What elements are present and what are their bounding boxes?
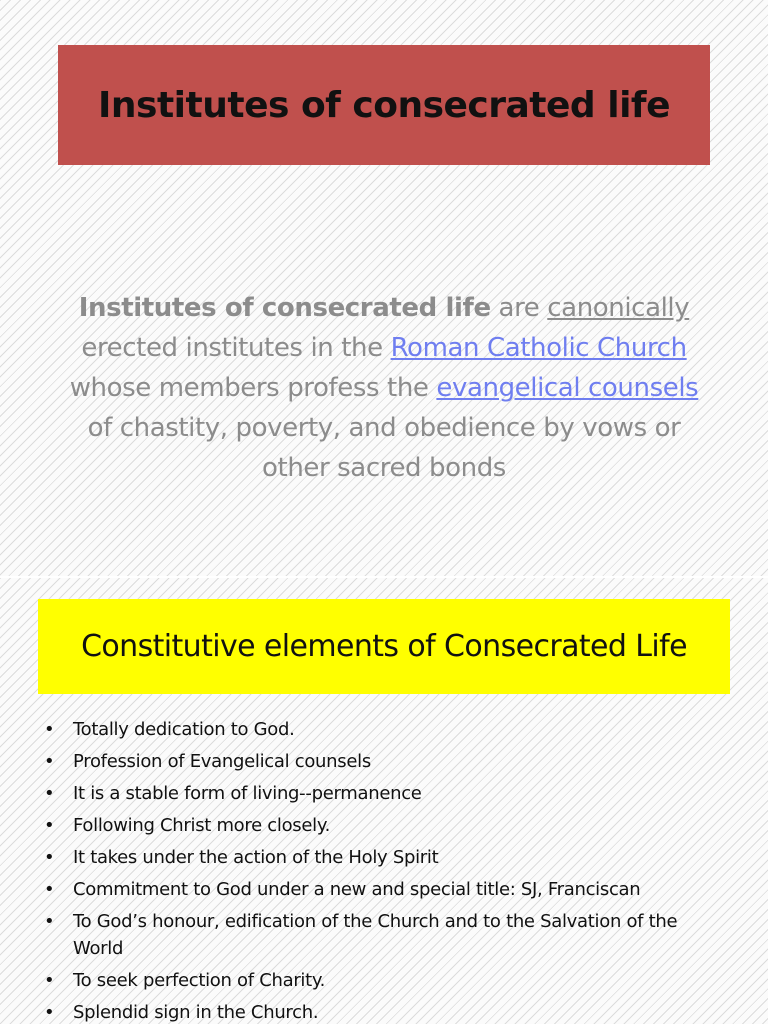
list-item: [44, 967, 724, 994]
list-item-text: It takes under the action of the Holy Spirit: [73, 847, 439, 868]
bullet-icon: •: [44, 751, 55, 772]
list-item: [44, 999, 724, 1026]
canonically-link[interactable]: canonically: [547, 293, 690, 323]
roman-catholic-church-link[interactable]: Roman Catholic Church: [390, 333, 687, 363]
list-item: [44, 780, 724, 807]
list-item-text: To God’s honour, edification of the Church and to the Salvation of the World: [73, 911, 678, 959]
bullet-icon: •: [44, 719, 55, 740]
list-item: [44, 908, 724, 962]
evangelical-counsels-link[interactable]: evangelical counsels: [436, 373, 699, 403]
list-item-text: Splendid sign in the Church.: [73, 1002, 319, 1023]
slide-2: [0, 578, 768, 1024]
list-item-text: Profession of Evangelical counsels: [73, 751, 371, 772]
list-item-text: Following Christ more closely.: [73, 815, 331, 836]
list-item: [44, 716, 724, 743]
slide-title: Institutes of consecrated life: [98, 84, 670, 126]
bullet-list: [44, 716, 724, 1031]
definition-text-rest: of chastity, poverty, and obedience by vows or other sacred bonds: [87, 413, 681, 483]
definition-text-are: are: [490, 293, 548, 323]
list-item: [44, 812, 724, 839]
list-item: [44, 876, 724, 903]
bullet-icon: •: [44, 783, 55, 804]
subtitle-banner: [38, 599, 730, 694]
list-item: [44, 844, 724, 871]
definition-paragraph: [60, 288, 708, 488]
bullet-icon: •: [44, 1002, 55, 1023]
bullet-icon: •: [44, 879, 55, 900]
slide-subtitle: Constitutive elements of Consecrated Life: [81, 629, 687, 664]
definition-text-whose: whose members profess the: [69, 373, 437, 403]
list-item: [44, 748, 724, 775]
title-banner: [58, 45, 710, 165]
list-item-text: It is a stable form of living--permanence: [73, 783, 422, 804]
definition-term: Institutes of consecrated life: [78, 293, 491, 323]
list-item-text: Commitment to God under a new and special title: SJ, Franciscan: [73, 879, 641, 900]
bullet-icon: •: [44, 815, 55, 836]
bullet-icon: •: [44, 970, 55, 991]
list-item-text: To seek perfection of Charity.: [73, 970, 326, 991]
bullet-icon: •: [44, 911, 55, 932]
definition-text-erected: erected institutes in the: [81, 333, 391, 363]
bullet-icon: •: [44, 847, 55, 868]
list-item-text: Totally dedication to God.: [73, 719, 295, 740]
